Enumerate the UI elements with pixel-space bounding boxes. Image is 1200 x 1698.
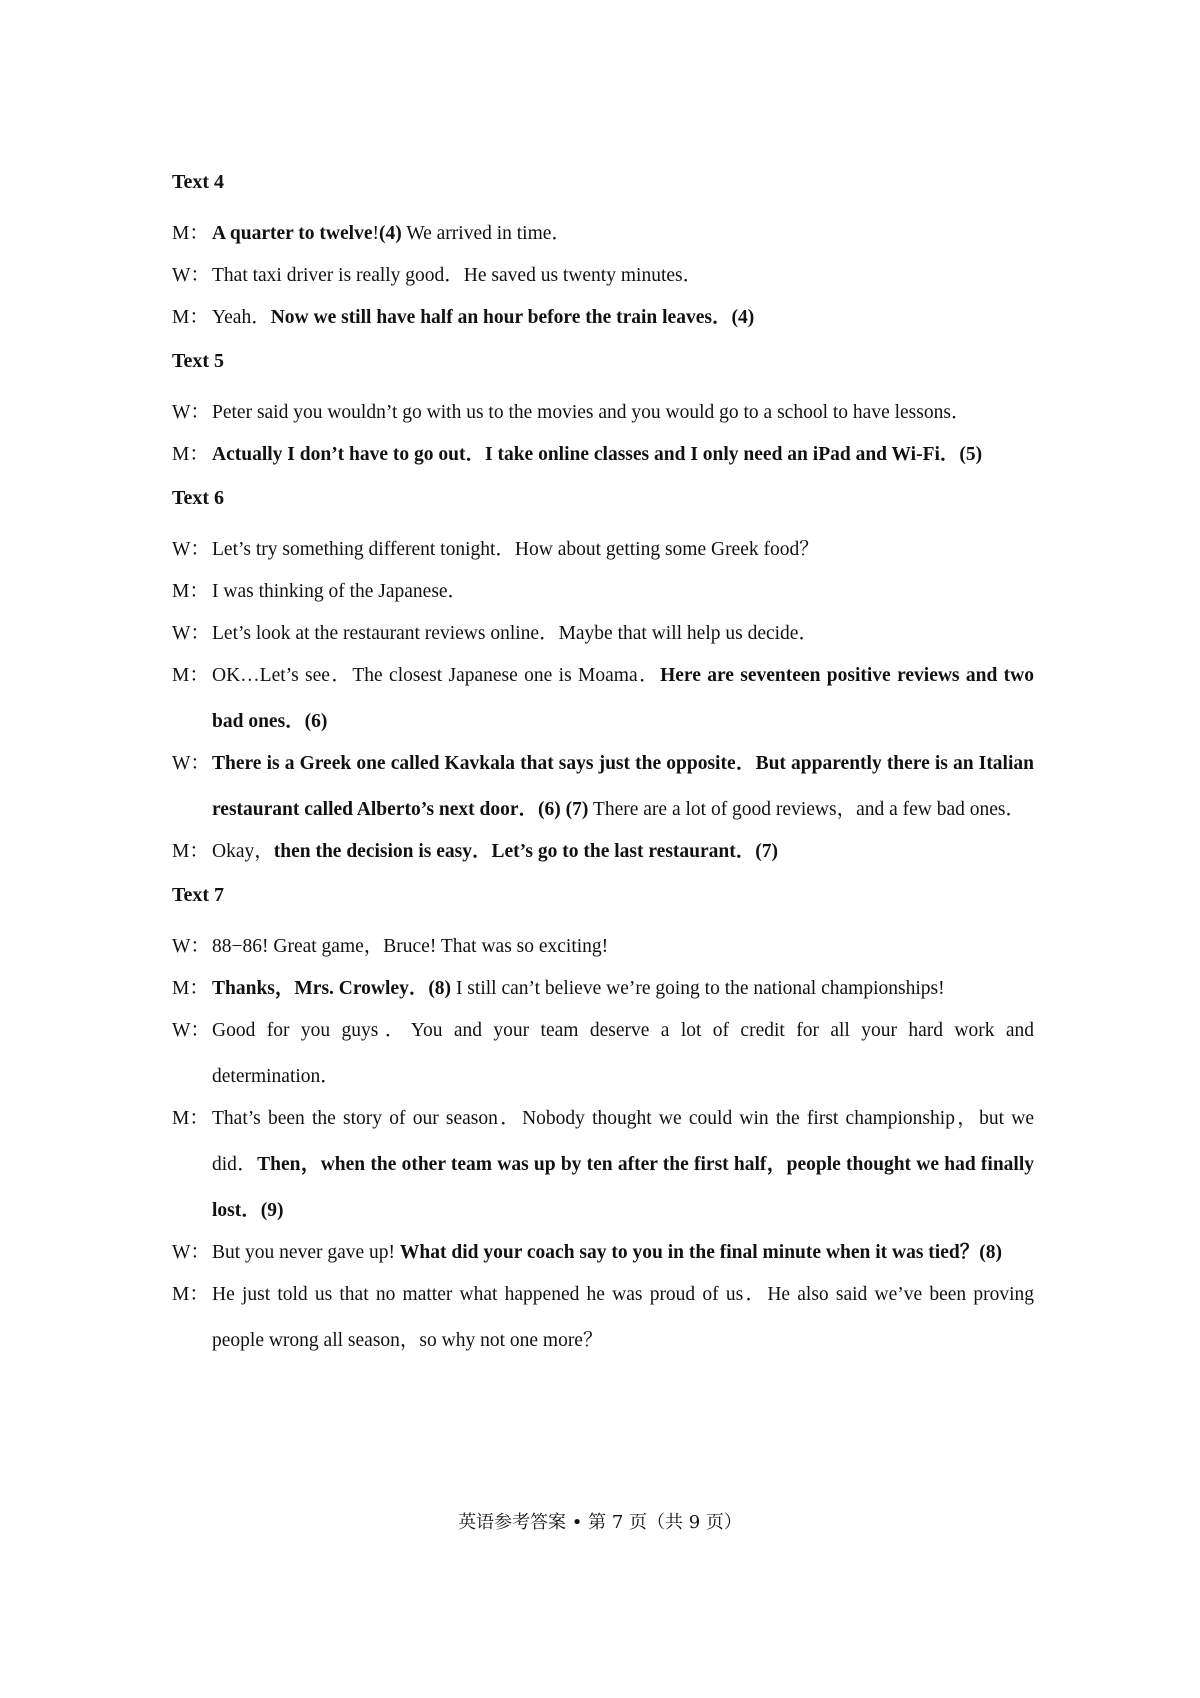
dialogue-line [172,569,1034,615]
dialogue-segment: There are a lot of good reviews，and a few bad ones． [588,799,1026,820]
answer-highlight: Now we still have half an hour before the train leaves．(4) [270,307,755,328]
dialogue-text [212,1096,1034,1234]
speaker-label: W： [172,753,210,774]
dialogue-text [212,211,1034,257]
speaker-label: M： [172,841,209,862]
dialogue-text [212,432,1034,478]
answer-highlight: A quarter to twelve [212,223,373,244]
dialogue-text [212,295,1034,341]
dialogue-line [172,966,1034,1012]
dialogue-line [172,1008,1034,1100]
speaker-label: M： [172,1284,209,1305]
speaker-label: M： [172,223,209,244]
dialogue-segment: I still can’t believe we’re going to the national championships! [451,978,945,999]
dialogue-segment: I was thinking of the Japanese． [212,581,468,602]
dialogue-line [172,253,1034,299]
dialogue-segment: OK…Let’s see．The closest Japanese one is Moama． [212,665,661,686]
dialogue-segment: Let’s try something different tonight．How about getting some Greek food？ [212,539,819,560]
dialogue-line [172,432,1034,478]
dialogue-segment: Peter said you wouldn’t go with us to the movies and you would go to a school to have lessons． [212,402,971,423]
speaker-label: W： [172,539,210,560]
section-heading: Text 5 [172,350,225,372]
dialogue-line [172,1272,1034,1364]
speaker-label: W： [172,623,210,644]
dialogue-text [212,1272,1034,1364]
dialogue-line [172,390,1034,436]
dialogue-text [212,569,1034,615]
dialogue-segment: That taxi driver is really good．He saved us twenty minutes． [212,265,703,286]
dialogue-line [172,211,1034,257]
answer-highlight: Thanks，Mrs. Crowley．(8) [212,978,452,999]
dialogue-text [212,253,1034,299]
page-footer: 英语参考答案 • 第 7 页（共 9 页） [458,1512,742,1533]
dialogue-line [172,1230,1034,1276]
dialogue-segment: We arrived in time． [401,223,571,244]
speaker-label: M： [172,307,209,328]
dialogue-line [172,741,1034,833]
answer-highlight: Here are seventeen positive reviews and two bad ones．(6) [212,665,1035,732]
dialogue-text [212,1008,1034,1100]
dialogue-text [212,829,1034,875]
dialogue-segment: He just told us that no matter what happened he was proud of us．He also said we’ve been proving people wrong all season，so why not one more？ [212,1284,1034,1351]
dialogue-line [172,653,1034,745]
dialogue-line [172,1096,1034,1234]
dialogue-segment: Yeah． [212,307,271,328]
answer-highlight: There is a Greek one called Kavkala that says just the opposite．But apparently there is an Italian restaurant called Alberto’s next door．(6) (7) [212,753,1034,820]
speaker-label: M： [172,581,209,602]
dialogue-segment: Okay， [212,841,274,862]
answer-highlight: then the decision is easy．Let’s go to the last restaurant．(7) [273,841,778,862]
speaker-label: M： [172,978,209,999]
section-heading: Text 7 [172,884,225,906]
answer-highlight: Actually I don’t have to go out．I take online classes and I only need an iPad and Wi-Fi．(5) [212,444,983,465]
dialogue-line [172,295,1034,341]
dialogue-segment: ! [372,223,379,244]
speaker-label: M： [172,665,209,686]
speaker-label: W： [172,1020,210,1041]
dialogue-content [172,170,1034,1360]
dialogue-text [212,1230,1034,1276]
speaker-label: W： [172,402,210,423]
dialogue-text [212,653,1034,745]
speaker-label: W： [172,265,210,286]
section-heading: Text 4 [172,171,225,193]
dialogue-text [212,611,1034,657]
speaker-label: M： [172,444,209,465]
dialogue-line [172,829,1034,875]
dialogue-segment: But you never gave up! [212,1242,400,1263]
answer-highlight: (4) [378,223,402,244]
speaker-label: W： [172,936,210,957]
dialogue-text [212,390,1034,436]
dialogue-segment: That’s been the story of our season．Nobody thought we could win the first championship，but we did． [212,1108,1034,1175]
dialogue-text [212,924,1034,970]
dialogue-text [212,741,1034,833]
dialogue-text [212,527,1034,573]
answer-highlight: What did your coach say to you in the final minute when it was tied？(8) [399,1242,1002,1263]
dialogue-segment: Let’s look at the restaurant reviews online．Maybe that will help us decide． [212,623,818,644]
dialogue-segment: Good for you guys．You and your team deserve a lot of credit for all your hard work and determination． [212,1020,1034,1087]
dialogue-text [212,966,1034,1012]
dialogue-line [172,527,1034,573]
section-heading: Text 6 [172,487,225,509]
speaker-label: W： [172,1242,210,1263]
speaker-label: M： [172,1108,209,1129]
dialogue-line [172,611,1034,657]
dialogue-line [172,924,1034,970]
answer-highlight: Then，when the other team was up by ten after the first half，people thought we had finally lost．(9) [212,1154,1035,1221]
dialogue-segment: 88−86! Great game，Bruce! That was so exciting! [212,936,609,957]
